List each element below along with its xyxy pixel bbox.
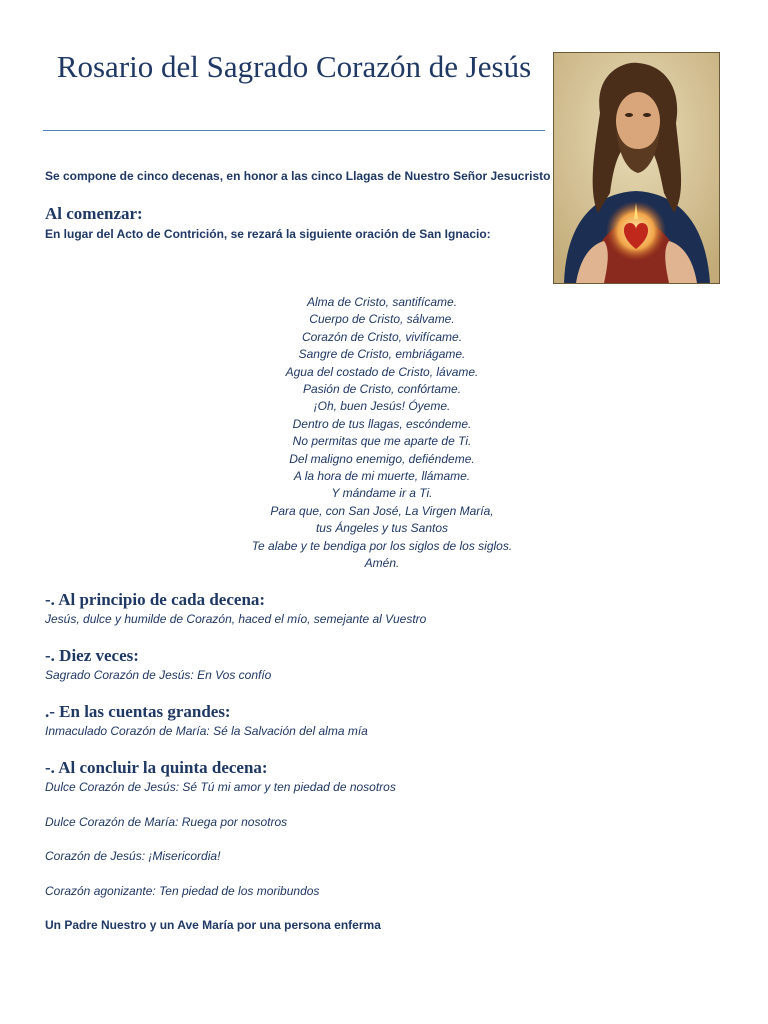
large-beads-heading: .- En las cuentas grandes: [45, 702, 231, 721]
fifth-end-line: Corazón de Jesús: ¡Misericordia! [45, 849, 221, 863]
ten-times-heading: -. Diez veces: [45, 646, 139, 665]
closing-text: Un Padre Nuestro y un Ave María por una persona enferma [45, 918, 381, 932]
prayer-line: A la hora de mi muerte, llámame. [293, 469, 471, 484]
prayer-line: Amén. [364, 556, 400, 571]
prayer-line: Alma de Cristo, santifícame. [306, 295, 458, 309]
prayer-line: Te alabe y te bendiga por los siglos de los siglos. [251, 538, 513, 553]
decade-start-text: Jesús, dulce y humilde de Corazón, haced el mío, semejante al Vuestro [45, 612, 427, 626]
fifth-end-line: Corazón agonizante: Ten piedad de los moribundos [45, 884, 320, 898]
fifth-end-heading: -. Al concluir la quinta decena: [45, 758, 268, 777]
title-divider [43, 130, 545, 131]
prayer-san-ignacio [232, 294, 532, 573]
intro-text: Se compone de cinco decenas, en honor a las cinco Llagas de Nuestro Señor Jesucristo [45, 169, 551, 183]
prayer-line: Pasión de Cristo, confórtame. [302, 382, 462, 397]
prayer-line: ¡Oh, buen Jesús! Óyeme. [313, 399, 451, 414]
prayer-line: No permitas que me aparte de Ti. [292, 434, 472, 449]
prayer-line: tus Ángeles y tus Santos [315, 521, 449, 536]
start-text: En lugar del Acto de Contrición, se rezará la siguiente oración de San Ignacio: [45, 227, 491, 241]
ten-times-text: Sagrado Corazón de Jesús: En Vos confío [45, 668, 272, 682]
decade-start-heading: -. Al principio de cada decena: [45, 590, 266, 609]
fifth-end-line: Dulce Corazón de Jesús: Sé Tú mi amor y ten piedad de nosotros [45, 780, 396, 794]
start-heading: Al comenzar: [45, 204, 143, 223]
prayer-line: Dentro de tus llagas, escóndeme. [292, 416, 472, 431]
prayer-line: Cuerpo de Cristo, sálvame. [309, 312, 455, 327]
prayer-line: Sangre de Cristo, embriágame. [298, 347, 466, 362]
prayer-line: Agua del costado de Cristo, lávame. [285, 364, 479, 379]
page-title: Rosario del Sagrado Corazón de Jesús [56, 49, 532, 84]
large-beads-text: Inmaculado Corazón de María: Sé la Salvación del alma mía [45, 724, 368, 738]
prayer-line: Y mándame ir a Ti. [331, 486, 433, 501]
fifth-end-line: Dulce Corazón de María: Ruega por nosotros [45, 815, 288, 829]
sacred-heart-portrait [553, 52, 720, 284]
prayer-line: Del maligno enemigo, defiéndeme. [289, 451, 475, 466]
prayer-line: Para que, con San José, La Virgen María, [270, 503, 494, 518]
prayer-line: Corazón de Cristo, vivifícame. [301, 329, 463, 344]
